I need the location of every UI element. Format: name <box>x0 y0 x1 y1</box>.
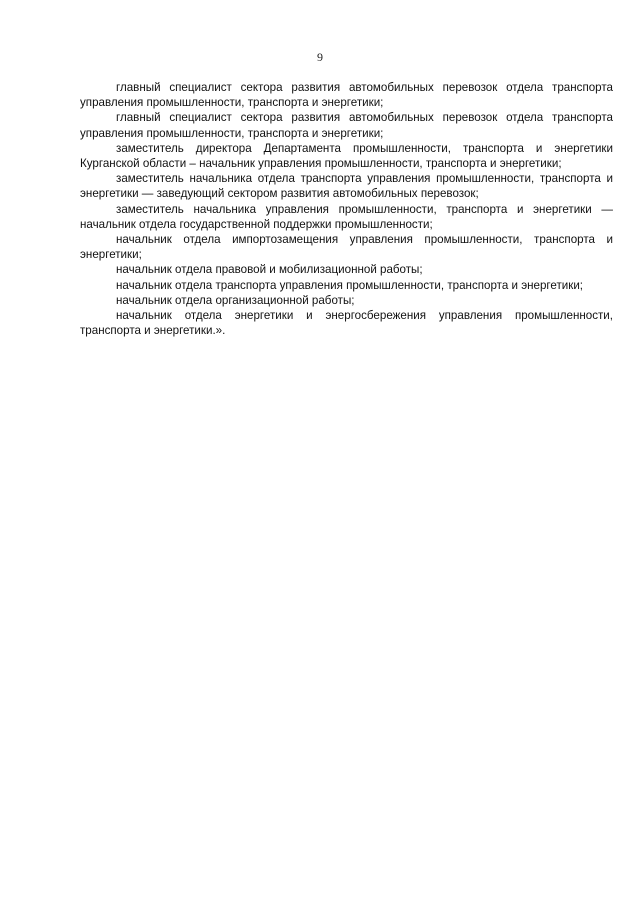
list-item: начальник отдела правовой и мобилизационной работы; <box>116 263 423 277</box>
list-item: заместитель директора Департамента промышленности, транспорта и энергетики Курганской области – начальник управления промышленности, транспорта и энергетики; <box>80 141 613 171</box>
list-item: начальник отдела энергетики и энергосбережения управления промышленности, транспорта и энергетики.». <box>80 309 613 338</box>
list-item: начальник отдела импортозамещения управления промышленности, транспорта и энергетики; <box>80 233 613 262</box>
page-number: 9 <box>317 50 323 64</box>
list-item: главный специалист сектора развития автомобильных перевозок отдела транспорта управления промышленности, транспорта и энергетики; <box>80 111 613 140</box>
list-item: начальник отдела организационной работы; <box>116 293 355 307</box>
list-item: главный специалист сектора развития автомобильных перевозок отдела транспорта управления промышленности, транспорта и энергетики; <box>80 81 613 110</box>
list-item: заместитель начальника управления промышленности, транспорта и энергетики — начальник отдела государственной поддержки промышленности; <box>80 202 613 231</box>
document-body <box>80 80 613 338</box>
list-item: заместитель начальника отдела транспорта управления промышленности, транспорта и энергетики — заведующий сектором развития автомобильных перевозок; <box>80 172 613 201</box>
list-item: начальник отдела транспорта управления промышленности, транспорта и энергетики; <box>116 278 584 292</box>
